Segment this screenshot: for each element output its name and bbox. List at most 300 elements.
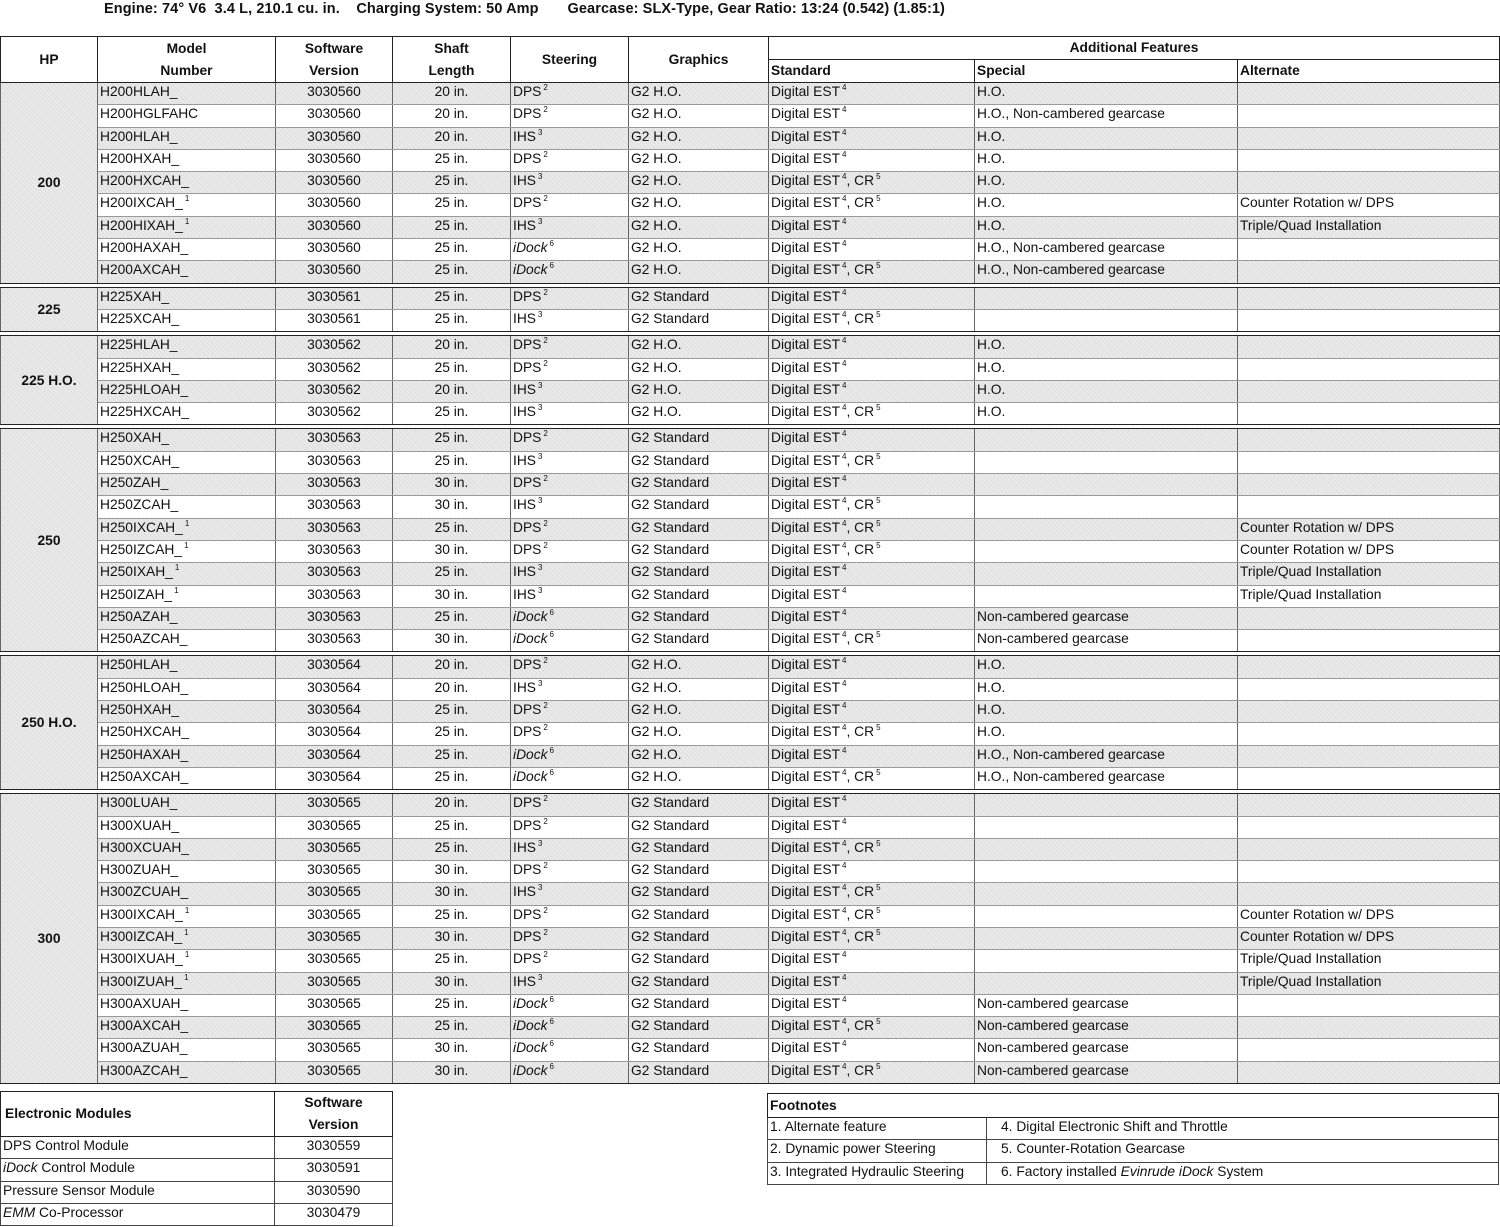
- standard-cell: Digital EST $^4$: [769, 429, 975, 451]
- model-cell: H250HLOAH_: [98, 678, 276, 700]
- shaft-cell: 25 in.: [393, 816, 511, 838]
- special-cell: [975, 816, 1238, 838]
- model-cell: H200HXAH_: [98, 149, 276, 171]
- standard-cell: Digital EST $^4$: [769, 287, 975, 309]
- alternate-cell: [1238, 474, 1500, 496]
- model-cell: H250ZAH_: [98, 474, 276, 496]
- graphics-cell: G2 Standard: [629, 585, 769, 607]
- model-cell: H300XCUAH_: [98, 838, 276, 860]
- software-cell: 3030564: [276, 723, 393, 745]
- steering-cell: IHS $^3$: [511, 678, 629, 700]
- alternate-cell: [1238, 429, 1500, 451]
- shaft-cell: 20 in.: [393, 656, 511, 678]
- steering-cell: IHS $^3$: [511, 309, 629, 331]
- model-cell: H250IZCAH_ $^1$: [98, 540, 276, 562]
- standard-cell: Digital EST $^4$, CR $^5$: [769, 883, 975, 905]
- model-cell: H225HXCAH_: [98, 403, 276, 425]
- col-additional-features: Additional Features: [769, 37, 1500, 60]
- model-cell: H250HLAH_: [98, 656, 276, 678]
- table-row: [1, 451, 1500, 473]
- module-software: 3030479: [275, 1203, 393, 1225]
- standard-cell: Digital EST $^4$: [769, 656, 975, 678]
- table-row: [1, 149, 1500, 171]
- shaft-cell: 25 in.: [393, 358, 511, 380]
- alternate-cell: [1238, 127, 1500, 149]
- model-cell: H200AXCAH_: [98, 261, 276, 283]
- software-cell: 3030565: [276, 1017, 393, 1039]
- software-cell: 3030560: [276, 172, 393, 194]
- graphics-cell: G2 Standard: [629, 1039, 769, 1061]
- table-row: [1, 172, 1500, 194]
- graphics-cell: G2 H.O.: [629, 172, 769, 194]
- special-cell: H.O., Non-cambered gearcase: [975, 105, 1238, 127]
- shaft-cell: 20 in.: [393, 83, 511, 105]
- standard-cell: Digital EST $^4$, CR $^5$: [769, 403, 975, 425]
- software-cell: 3030562: [276, 403, 393, 425]
- electronic-modules-table: [0, 1091, 393, 1226]
- shaft-cell: 30 in.: [393, 883, 511, 905]
- standard-cell: Digital EST $^4$: [769, 358, 975, 380]
- standard-cell: Digital EST $^4$, CR $^5$: [769, 194, 975, 216]
- standard-cell: Digital EST $^4$: [769, 745, 975, 767]
- shaft-cell: 20 in.: [393, 105, 511, 127]
- graphics-cell: G2 Standard: [629, 630, 769, 652]
- standard-cell: Digital EST $^4$, CR $^5$: [769, 496, 975, 518]
- graphics-cell: G2 H.O.: [629, 83, 769, 105]
- shaft-cell: 25 in.: [393, 745, 511, 767]
- model-cell: H250HXCAH_: [98, 723, 276, 745]
- module-row: [1, 1181, 393, 1203]
- alternate-cell: [1238, 630, 1500, 652]
- special-cell: H.O.: [975, 172, 1238, 194]
- model-cell: H200HLAH_: [98, 127, 276, 149]
- standard-cell: Digital EST $^4$, CR $^5$: [769, 518, 975, 540]
- model-cell: H200HLAH_: [98, 83, 276, 105]
- graphics-cell: G2 Standard: [629, 496, 769, 518]
- table-row: [1, 585, 1500, 607]
- special-cell: H.O.: [975, 83, 1238, 105]
- model-spec-table: [0, 36, 1500, 1084]
- special-cell: H.O.: [975, 403, 1238, 425]
- alternate-cell: [1238, 607, 1500, 629]
- standard-cell: Digital EST $^4$: [769, 607, 975, 629]
- software-cell: 3030565: [276, 1061, 393, 1083]
- table-row: [1, 678, 1500, 700]
- alternate-cell: [1238, 336, 1500, 358]
- table-row: [1, 496, 1500, 518]
- alternate-cell: Counter Rotation w/ DPS: [1238, 905, 1500, 927]
- table-row: [1, 905, 1500, 927]
- table-row: [1, 745, 1500, 767]
- special-cell: [975, 585, 1238, 607]
- steering-cell: iDock $^6$: [511, 607, 629, 629]
- special-cell: H.O.: [975, 656, 1238, 678]
- model-cell: H300IZCAH_ $^1$: [98, 927, 276, 949]
- steering-cell: iDock $^6$: [511, 1017, 629, 1039]
- table-row: [1, 861, 1500, 883]
- graphics-cell: G2 Standard: [629, 518, 769, 540]
- table-row: [1, 767, 1500, 789]
- model-cell: H200HGLFAHC: [98, 105, 276, 127]
- col-shaft: Shaft Length: [393, 37, 511, 83]
- col-model: Model Number: [98, 37, 276, 83]
- standard-cell: Digital EST $^4$, CR $^5$: [769, 927, 975, 949]
- standard-cell: Digital EST $^4$, CR $^5$: [769, 905, 975, 927]
- special-cell: [975, 861, 1238, 883]
- model-cell: H300ZCUAH_: [98, 883, 276, 905]
- special-cell: H.O.: [975, 216, 1238, 238]
- shaft-cell: 30 in.: [393, 630, 511, 652]
- graphics-cell: G2 Standard: [629, 563, 769, 585]
- steering-cell: DPS $^2$: [511, 287, 629, 309]
- standard-cell: Digital EST $^4$, CR $^5$: [769, 1017, 975, 1039]
- steering-cell: DPS $^2$: [511, 105, 629, 127]
- table-row: [1, 883, 1500, 905]
- steering-cell: DPS $^2$: [511, 656, 629, 678]
- table-row: [1, 287, 1500, 309]
- model-cell: H300IXCAH_ $^1$: [98, 905, 276, 927]
- special-cell: H.O., Non-cambered gearcase: [975, 767, 1238, 789]
- standard-cell: Digital EST $^4$: [769, 127, 975, 149]
- table-row: [1, 794, 1500, 816]
- steering-cell: IHS $^3$: [511, 972, 629, 994]
- software-cell: 3030560: [276, 127, 393, 149]
- model-cell: H250XAH_: [98, 429, 276, 451]
- software-cell: 3030564: [276, 767, 393, 789]
- table-row: [1, 239, 1500, 261]
- standard-cell: Digital EST $^4$, CR $^5$: [769, 630, 975, 652]
- shaft-cell: 25 in.: [393, 950, 511, 972]
- graphics-cell: G2 H.O.: [629, 127, 769, 149]
- footnote-row: [768, 1140, 1499, 1162]
- graphics-cell: G2 Standard: [629, 994, 769, 1016]
- special-cell: [975, 309, 1238, 331]
- model-cell: H300IZUAH_ $^1$: [98, 972, 276, 994]
- shaft-cell: 25 in.: [393, 1017, 511, 1039]
- steering-cell: IHS $^3$: [511, 883, 629, 905]
- graphics-cell: G2 Standard: [629, 861, 769, 883]
- alternate-cell: Counter Rotation w/ DPS: [1238, 194, 1500, 216]
- software-cell: 3030565: [276, 1039, 393, 1061]
- alternate-cell: [1238, 701, 1500, 723]
- shaft-cell: 25 in.: [393, 518, 511, 540]
- standard-cell: Digital EST $^4$: [769, 216, 975, 238]
- table-header: [1, 37, 1500, 83]
- special-cell: [975, 563, 1238, 585]
- steering-cell: DPS $^2$: [511, 518, 629, 540]
- software-cell: 3030563: [276, 474, 393, 496]
- col-steering: Steering: [511, 37, 629, 83]
- standard-cell: Digital EST $^4$: [769, 861, 975, 883]
- graphics-cell: G2 Standard: [629, 1061, 769, 1083]
- software-cell: 3030565: [276, 950, 393, 972]
- graphics-cell: G2 H.O.: [629, 745, 769, 767]
- steering-cell: IHS $^3$: [511, 838, 629, 860]
- alternate-cell: [1238, 380, 1500, 402]
- software-cell: 3030565: [276, 838, 393, 860]
- standard-cell: Digital EST $^4$: [769, 380, 975, 402]
- alternate-cell: [1238, 83, 1500, 105]
- shaft-cell: 20 in.: [393, 794, 511, 816]
- graphics-cell: G2 Standard: [629, 540, 769, 562]
- software-cell: 3030563: [276, 585, 393, 607]
- steering-cell: DPS $^2$: [511, 83, 629, 105]
- special-cell: [975, 905, 1238, 927]
- special-cell: H.O.: [975, 127, 1238, 149]
- software-cell: 3030565: [276, 883, 393, 905]
- software-cell: 3030560: [276, 239, 393, 261]
- shaft-cell: 25 in.: [393, 429, 511, 451]
- model-cell: H300AZCAH_: [98, 1061, 276, 1083]
- special-cell: [975, 883, 1238, 905]
- steering-cell: iDock $^6$: [511, 767, 629, 789]
- software-cell: 3030560: [276, 194, 393, 216]
- alternate-cell: [1238, 1061, 1500, 1083]
- alternate-cell: [1238, 149, 1500, 171]
- alternate-cell: [1238, 723, 1500, 745]
- alternate-cell: [1238, 287, 1500, 309]
- special-cell: [975, 451, 1238, 473]
- special-cell: [975, 496, 1238, 518]
- standard-cell: Digital EST $^4$: [769, 972, 975, 994]
- alternate-cell: [1238, 838, 1500, 860]
- module-row: [1, 1203, 393, 1225]
- steering-cell: DPS $^2$: [511, 723, 629, 745]
- shaft-cell: 25 in.: [393, 403, 511, 425]
- shaft-cell: 30 in.: [393, 972, 511, 994]
- steering-cell: DPS $^2$: [511, 194, 629, 216]
- alternate-cell: Triple/Quad Installation: [1238, 972, 1500, 994]
- shaft-cell: 25 in.: [393, 287, 511, 309]
- steering-cell: iDock $^6$: [511, 239, 629, 261]
- steering-cell: DPS $^2$: [511, 540, 629, 562]
- model-cell: H200HIXAH_ $^1$: [98, 216, 276, 238]
- steering-cell: IHS $^3$: [511, 403, 629, 425]
- alternate-cell: [1238, 794, 1500, 816]
- shaft-cell: 25 in.: [393, 607, 511, 629]
- graphics-cell: G2 Standard: [629, 905, 769, 927]
- shaft-cell: 25 in.: [393, 767, 511, 789]
- software-cell: 3030565: [276, 927, 393, 949]
- steering-cell: IHS $^3$: [511, 172, 629, 194]
- software-cell: 3030565: [276, 794, 393, 816]
- special-cell: [975, 540, 1238, 562]
- table-row: [1, 540, 1500, 562]
- graphics-cell: G2 H.O.: [629, 723, 769, 745]
- table-row: [1, 838, 1500, 860]
- standard-cell: Digital EST $^4$, CR $^5$: [769, 309, 975, 331]
- alternate-cell: [1238, 656, 1500, 678]
- model-cell: H250IXAH_ $^1$: [98, 563, 276, 585]
- table-row: [1, 127, 1500, 149]
- graphics-cell: G2 H.O.: [629, 678, 769, 700]
- graphics-cell: G2 H.O.: [629, 149, 769, 171]
- alternate-cell: Triple/Quad Installation: [1238, 563, 1500, 585]
- shaft-cell: 25 in.: [393, 239, 511, 261]
- model-cell: H225HLOAH_: [98, 380, 276, 402]
- module-name: DPS Control Module: [1, 1137, 275, 1159]
- table-row: [1, 216, 1500, 238]
- graphics-cell: G2 H.O.: [629, 336, 769, 358]
- table-row: [1, 1039, 1500, 1061]
- hp-cell: 225 H.O.: [1, 336, 98, 425]
- shaft-cell: 30 in.: [393, 927, 511, 949]
- software-cell: 3030564: [276, 656, 393, 678]
- model-cell: H250HXAH_: [98, 701, 276, 723]
- hp-cell: 300: [1, 794, 98, 1084]
- software-cell: 3030562: [276, 358, 393, 380]
- standard-cell: Digital EST $^4$: [769, 994, 975, 1016]
- model-cell: H225XCAH_: [98, 309, 276, 331]
- software-cell: 3030560: [276, 261, 393, 283]
- shaft-cell: 20 in.: [393, 127, 511, 149]
- alternate-cell: [1238, 261, 1500, 283]
- steering-cell: DPS $^2$: [511, 358, 629, 380]
- special-cell: H.O., Non-cambered gearcase: [975, 239, 1238, 261]
- steering-cell: DPS $^2$: [511, 861, 629, 883]
- software-cell: 3030563: [276, 518, 393, 540]
- table-body: [1, 83, 1500, 1084]
- standard-cell: Digital EST $^4$, CR $^5$: [769, 838, 975, 860]
- table-row: [1, 701, 1500, 723]
- shaft-cell: 25 in.: [393, 701, 511, 723]
- graphics-cell: G2 Standard: [629, 972, 769, 994]
- shaft-cell: 30 in.: [393, 540, 511, 562]
- graphics-cell: G2 Standard: [629, 287, 769, 309]
- table-row: [1, 816, 1500, 838]
- graphics-cell: G2 H.O.: [629, 358, 769, 380]
- steering-cell: IHS $^3$: [511, 451, 629, 473]
- steering-cell: IHS $^3$: [511, 216, 629, 238]
- steering-cell: DPS $^2$: [511, 429, 629, 451]
- software-cell: 3030562: [276, 380, 393, 402]
- table-row: [1, 429, 1500, 451]
- model-cell: H250IXCAH_ $^1$: [98, 518, 276, 540]
- graphics-cell: G2 Standard: [629, 607, 769, 629]
- model-cell: H250AZCAH_: [98, 630, 276, 652]
- standard-cell: Digital EST $^4$, CR $^5$: [769, 767, 975, 789]
- alternate-cell: [1238, 883, 1500, 905]
- steering-cell: iDock $^6$: [511, 1039, 629, 1061]
- shaft-cell: 30 in.: [393, 1039, 511, 1061]
- software-cell: 3030565: [276, 861, 393, 883]
- special-cell: [975, 474, 1238, 496]
- footnote-left: 2. Dynamic power Steering: [768, 1140, 987, 1162]
- shaft-cell: 25 in.: [393, 149, 511, 171]
- software-cell: 3030563: [276, 563, 393, 585]
- special-cell: [975, 838, 1238, 860]
- model-cell: H250AZAH_: [98, 607, 276, 629]
- graphics-cell: G2 H.O.: [629, 105, 769, 127]
- hp-cell: 250 H.O.: [1, 656, 98, 790]
- module-name: iDock Control Module: [1, 1159, 275, 1181]
- software-cell: 3030563: [276, 540, 393, 562]
- shaft-cell: 25 in.: [393, 723, 511, 745]
- standard-cell: Digital EST $^4$, CR $^5$: [769, 451, 975, 473]
- model-cell: H250XCAH_: [98, 451, 276, 473]
- steering-cell: iDock $^6$: [511, 261, 629, 283]
- table-row: [1, 309, 1500, 331]
- special-cell: [975, 794, 1238, 816]
- alternate-cell: [1238, 451, 1500, 473]
- software-cell: 3030561: [276, 309, 393, 331]
- steering-cell: IHS $^3$: [511, 585, 629, 607]
- special-cell: Non-cambered gearcase: [975, 607, 1238, 629]
- model-cell: H300ZUAH_: [98, 861, 276, 883]
- steering-cell: iDock $^6$: [511, 630, 629, 652]
- footnote-right: 4. Digital Electronic Shift and Throttle: [987, 1118, 1499, 1140]
- model-cell: H200HXCAH_: [98, 172, 276, 194]
- steering-cell: DPS $^2$: [511, 336, 629, 358]
- graphics-cell: G2 H.O.: [629, 403, 769, 425]
- shaft-cell: 30 in.: [393, 474, 511, 496]
- hp-cell: 250: [1, 429, 98, 652]
- software-cell: 3030563: [276, 429, 393, 451]
- table-row: [1, 607, 1500, 629]
- steering-cell: iDock $^6$: [511, 745, 629, 767]
- model-cell: H300AXUAH_: [98, 994, 276, 1016]
- shaft-cell: 30 in.: [393, 496, 511, 518]
- standard-cell: Digital EST $^4$: [769, 105, 975, 127]
- steering-cell: iDock $^6$: [511, 994, 629, 1016]
- graphics-cell: G2 H.O.: [629, 261, 769, 283]
- graphics-cell: G2 H.O.: [629, 194, 769, 216]
- graphics-cell: G2 H.O.: [629, 701, 769, 723]
- module-software: 3030559: [275, 1137, 393, 1159]
- steering-cell: IHS $^3$: [511, 563, 629, 585]
- alternate-cell: Triple/Quad Installation: [1238, 950, 1500, 972]
- model-cell: H200IXCAH_ $^1$: [98, 194, 276, 216]
- hp-cell: 200: [1, 83, 98, 284]
- model-cell: H300LUAH_: [98, 794, 276, 816]
- standard-cell: Digital EST $^4$: [769, 816, 975, 838]
- special-cell: Non-cambered gearcase: [975, 1039, 1238, 1061]
- standard-cell: Digital EST $^4$: [769, 950, 975, 972]
- shaft-cell: 20 in.: [393, 336, 511, 358]
- col-special: Special: [975, 60, 1238, 83]
- model-cell: H300AXCAH_: [98, 1017, 276, 1039]
- software-cell: 3030560: [276, 105, 393, 127]
- graphics-cell: G2 Standard: [629, 883, 769, 905]
- special-cell: [975, 950, 1238, 972]
- alternate-cell: [1238, 678, 1500, 700]
- special-cell: H.O.: [975, 380, 1238, 402]
- model-cell: H250AXCAH_: [98, 767, 276, 789]
- col-software: Software Version: [276, 37, 393, 83]
- footnote-row: [768, 1162, 1499, 1184]
- model-cell: H225HLAH_: [98, 336, 276, 358]
- engine-spec-header: Engine: 74° V6 3.4 L, 210.1 cu. in. Charging System: 50 Amp Gearcase: SLX-Type, Gear Ratio: 13:24 (0.542) (1.85:1): [104, 1, 945, 17]
- table-row: [1, 630, 1500, 652]
- software-cell: 3030563: [276, 607, 393, 629]
- graphics-cell: G2 Standard: [629, 816, 769, 838]
- table-row: [1, 261, 1500, 283]
- alternate-cell: [1238, 358, 1500, 380]
- alternate-cell: [1238, 1017, 1500, 1039]
- special-cell: H.O.: [975, 358, 1238, 380]
- alternate-cell: Counter Rotation w/ DPS: [1238, 540, 1500, 562]
- standard-cell: Digital EST $^4$: [769, 336, 975, 358]
- steering-cell: DPS $^2$: [511, 149, 629, 171]
- table-row: [1, 336, 1500, 358]
- software-cell: 3030564: [276, 745, 393, 767]
- standard-cell: Digital EST $^4$: [769, 794, 975, 816]
- shaft-cell: 25 in.: [393, 216, 511, 238]
- modules-software-header: Software Version: [275, 1092, 393, 1137]
- alternate-cell: [1238, 816, 1500, 838]
- footnote-row: [768, 1118, 1499, 1140]
- standard-cell: Digital EST $^4$: [769, 585, 975, 607]
